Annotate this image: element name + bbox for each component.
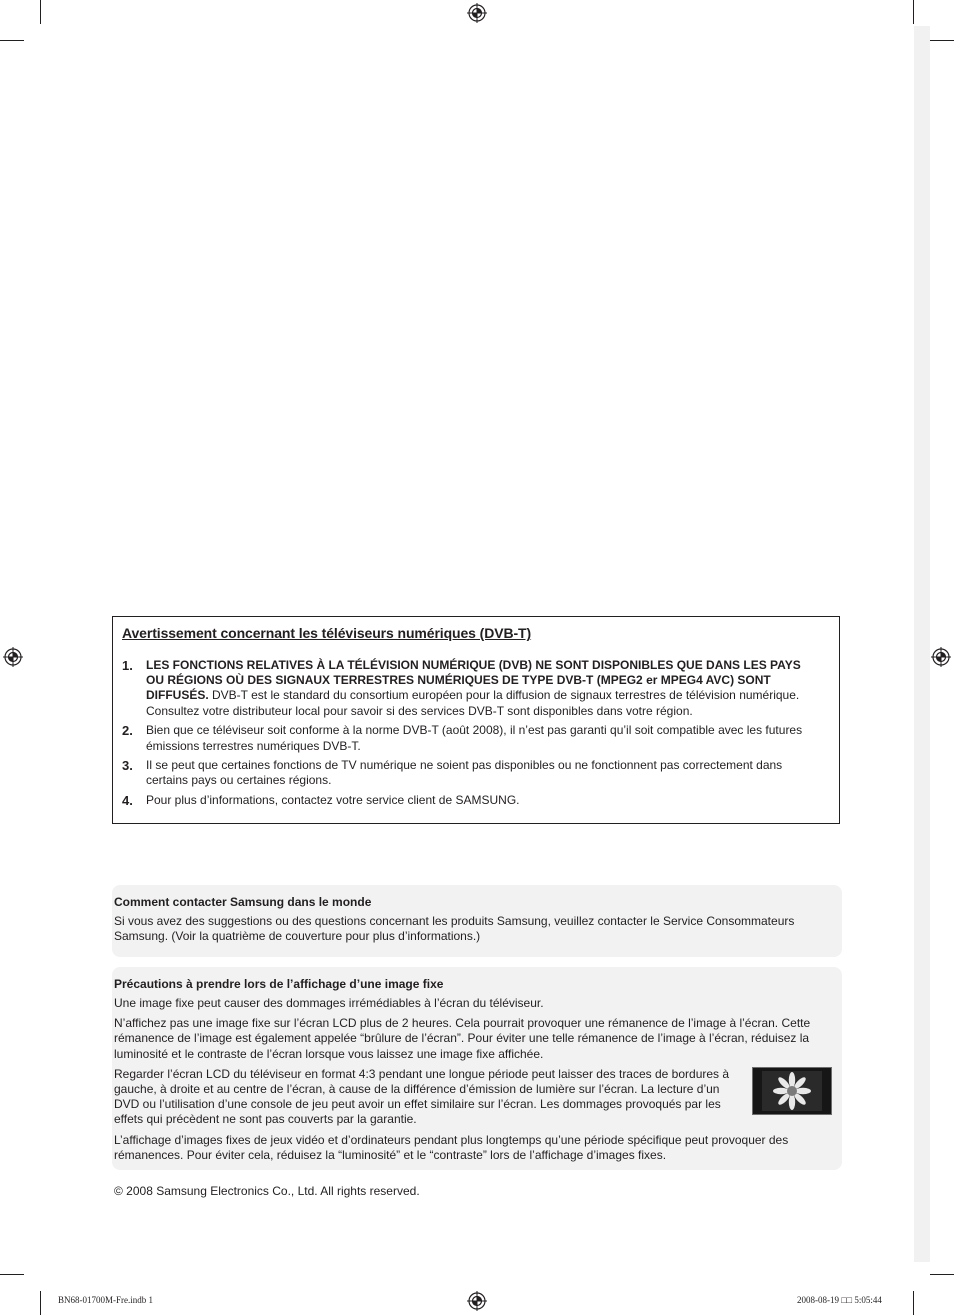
list-item	[122, 793, 822, 808]
precautions-paragraph: L’affichage d’images fixes de jeux vidéo et d’ordinateurs pendant plus longtemps qu’une période spécifique peut provoquer des rémanences. Pour éviter cela, réduisez la “luminosité” et le “contraste” lors de l’affichage d’images fixes.	[114, 1132, 789, 1162]
footer-file-name: BN68-01700M-Fre.indb 1	[58, 1295, 153, 1305]
crop-mark-bottom-left-horizontal	[0, 1274, 24, 1275]
copyright-notice: © 2008 Samsung Electronics Co., Ltd. All rights reserved.	[114, 1184, 420, 1198]
crop-mark-bottom-right-horizontal	[930, 1274, 954, 1275]
list-item-number: 3.	[122, 758, 133, 774]
crop-mark-bottom-left-vertical	[40, 1291, 41, 1315]
list-item-text: Pour plus d’informations, contactez votre service client de SAMSUNG.	[146, 793, 520, 808]
crop-mark-top-left-vertical	[40, 0, 41, 24]
list-item-text: Bien que ce téléviseur soit conforme à la norme DVB-T (août 2008), il n’est pas garanti qu’il soit compatible avec les futures émissions terrestres numériques DVB-T.	[146, 723, 803, 753]
list-item	[122, 658, 822, 719]
page-side-strip	[914, 26, 930, 1262]
dvbt-warning-list	[122, 658, 822, 813]
precautions-paragraph: N’affichez pas une image fixe sur l’écran LCD plus de 2 heures. Cela pourrait provoquer une rémanence de l’image à l’écran. Cette rémanence de l’image est également appelée “brûlure de l’écran”. Pour éviter une telle rémanence de l’image à l’écran, réduisez la luminosité et le contraste de l’écran lorsque vous laissez une image fixe affichée.	[114, 1016, 811, 1061]
dvbt-warning-box	[112, 616, 840, 824]
precautions-title: Précautions à prendre lors de l’affichage d’une image fixe	[114, 977, 444, 991]
still-image-precautions-panel	[112, 967, 842, 1170]
precautions-paragraph: Regarder l’écran LCD du téléviseur en format 4:3 pendant une longue période peut laisser des traces de bordures à gauche, à droite et au centre de l’écran, à cause de la différence d’émission de lumière sur l’écran. La lecture d’un DVD ou l’utilisation d’une console de jeu peut avoir un effet similaire sur l’écran. Les dommages provoqués par les effets qui précèdent ne sont pas couverts par la garantie.	[114, 1066, 730, 1127]
registration-mark-icon	[3, 647, 23, 667]
registration-mark-icon	[931, 647, 951, 667]
contact-text: Si vous avez des suggestions ou des questions concernant les produits Samsung, veuillez contacter le Service Consommateurs Samsung. (Voir la quatrième de couverture pour plus d’informations.)	[114, 914, 795, 944]
dvbt-availability-notice: LES FONCTIONS RELATIVES À LA TÉLÉVISION NUMÉRIQUE (DVB) NE SONT DISPONIBLES QUE DANS LES PAYS OU RÉGIONS OÙ DES SIGNAUX TERRESTRES NUMÉRIQUES DE TYPE DVB-T (MPEG2 er MPEG4 AVC) SONT DIFFUSÉS.	[146, 658, 801, 703]
list-item-number: 1.	[122, 658, 133, 673]
list-item-text: Il se peut que certaines fonctions de TV numérique ne soient pas disponibles ou ne fonctionnent pas correctement dans certains pays ou certaines régions.	[146, 758, 783, 788]
dvbt-warning-title: Avertissement concernant les téléviseurs numériques (DVB-T)	[122, 625, 532, 641]
crop-mark-bottom-right-vertical	[913, 1291, 914, 1315]
list-item	[122, 723, 822, 753]
crop-mark-top-right-vertical	[913, 0, 914, 24]
tv-screen-flower-image	[752, 1067, 832, 1115]
crop-mark-top-left-horizontal	[0, 40, 24, 41]
contact-title: Comment contacter Samsung dans le monde	[114, 895, 372, 909]
list-item-number: 4.	[122, 793, 133, 809]
list-item-number: 2.	[122, 723, 133, 739]
registration-mark-icon	[467, 3, 487, 23]
list-item-text: DVB-T est le standard du consortium européen pour la diffusion de signaux terrestres de télévision numérique. Consultez votre distributeur local pour savoir si des services DVB-T sont disponibles dans votre région.	[146, 688, 800, 718]
registration-mark-icon	[467, 1291, 487, 1311]
precautions-paragraph: Une image fixe peut causer des dommages irrémédiables à l’écran du téléviseur.	[114, 996, 544, 1010]
footer-timestamp: 2008-08-19 □□ 5:05:44	[797, 1295, 882, 1305]
crop-mark-top-right-horizontal	[930, 40, 954, 41]
list-item	[122, 758, 822, 788]
contact-samsung-panel	[112, 885, 842, 957]
